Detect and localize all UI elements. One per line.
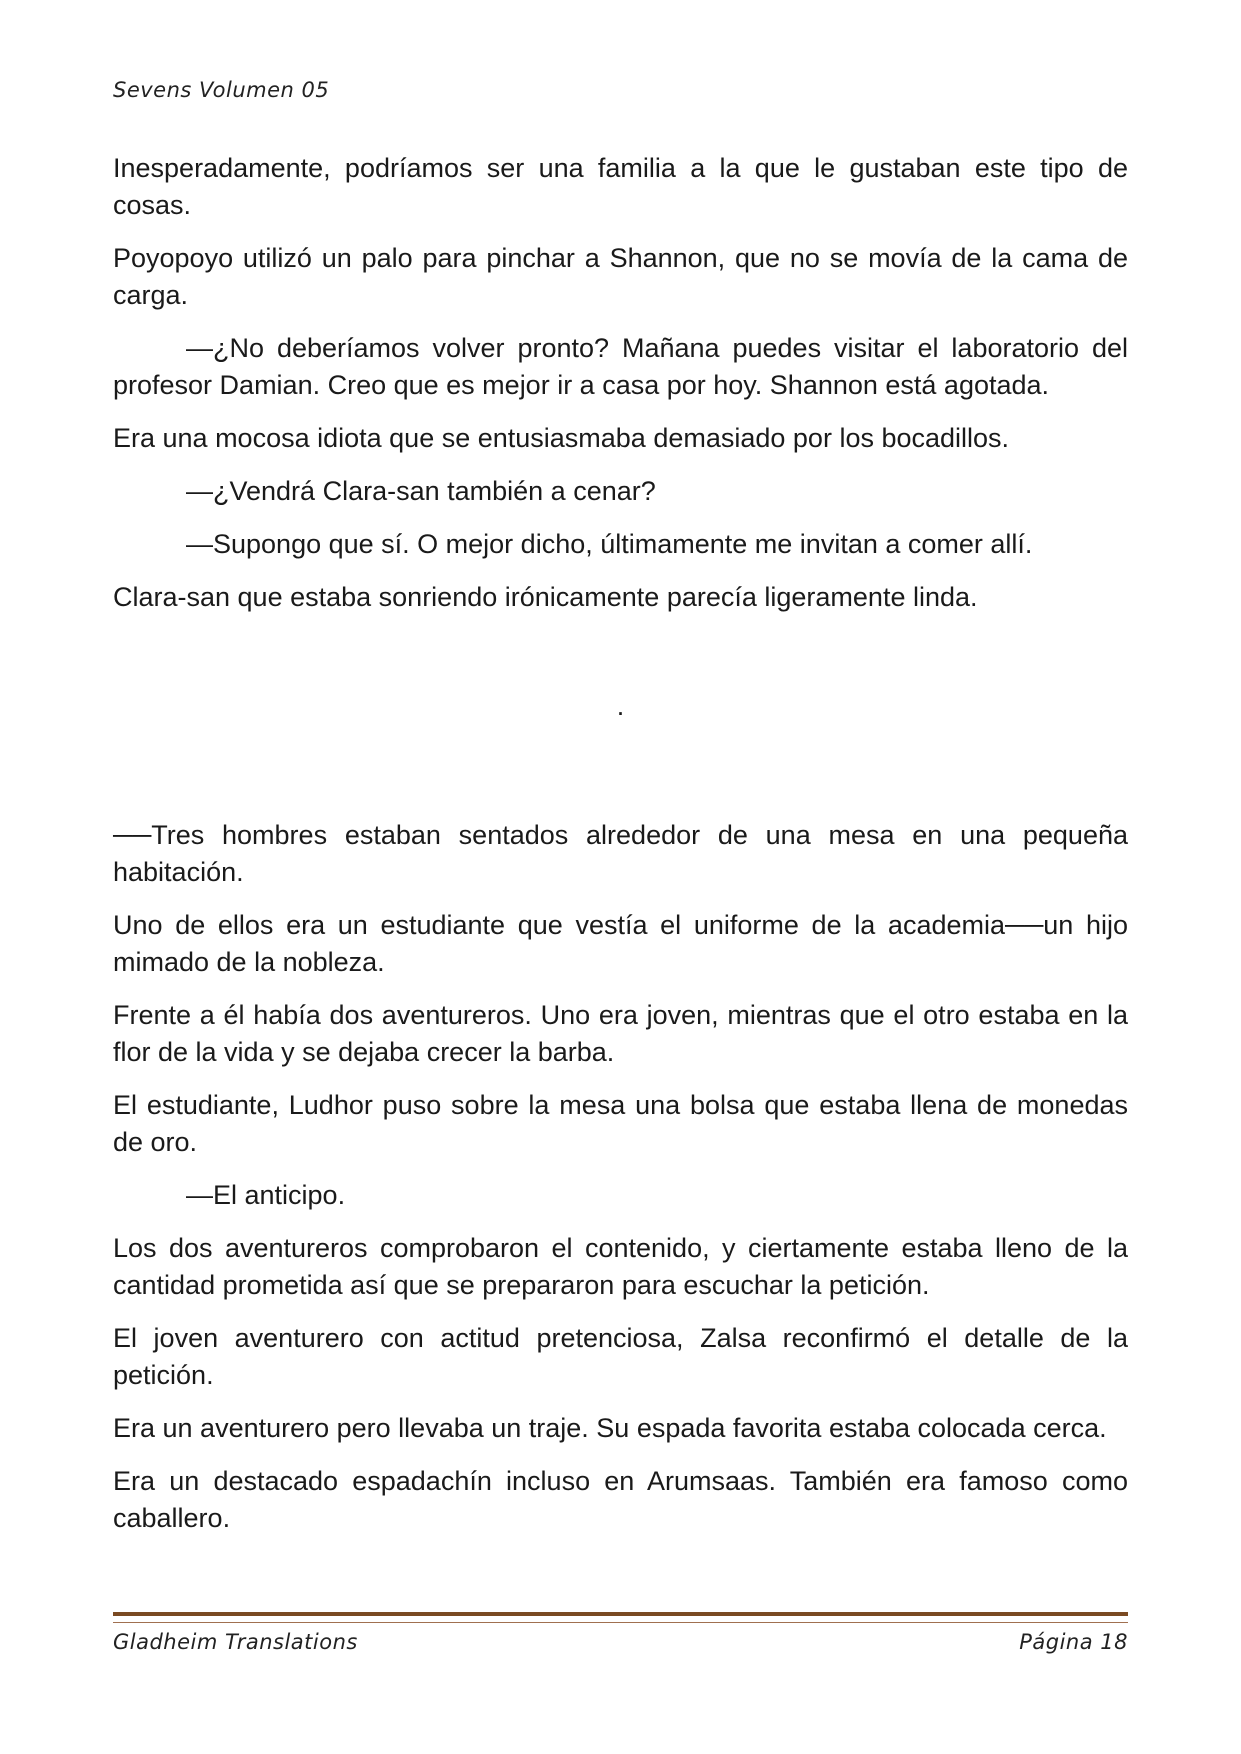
- body-section-2: [113, 817, 1128, 1537]
- dialogue-paragraph: —El anticipo.: [186, 1180, 346, 1210]
- narration-paragraph: Era una mocosa idiota que se entusiasmaba demasiado por los bocadillos.: [113, 423, 1010, 453]
- footer-credit: Gladheim Translations: [113, 1630, 358, 1654]
- footer-divider: [113, 1612, 1128, 1623]
- running-header: Sevens Volumen 05: [113, 78, 330, 102]
- scene-break: .: [616, 691, 625, 721]
- narration-paragraph: Era un destacado espadachín incluso en Arumsaas. También era famoso como caballero.: [113, 1466, 1128, 1533]
- dialogue-paragraph: —Supongo que sí. O mejor dicho, últimamente me invitan a comer allí.: [186, 529, 1033, 559]
- narration-paragraph: Frente a él había dos aventureros. Uno era joven, mientras que el otro estaba en la flor de la vida y se dejaba crecer la barba.: [113, 1000, 1128, 1067]
- page-number: Página 18: [1019, 1630, 1128, 1654]
- dialogue-paragraph: —¿No deberíamos volver pronto? Mañana puedes visitar el laboratorio del profesor Damian. Creo que es mejor ir a casa por hoy. Shannon está agotada.: [113, 333, 1128, 400]
- narration-paragraph: ──Tres hombres estaban sentados alrededor de una mesa en una pequeña habitación.: [113, 820, 1128, 887]
- narration-paragraph: Inesperadamente, podríamos ser una familia a la que le gustaban este tipo de cosas.: [113, 153, 1128, 220]
- narration-paragraph: Clara-san que estaba sonriendo irónicamente parecía ligeramente linda.: [113, 582, 978, 612]
- narration-paragraph: Uno de ellos era un estudiante que vestía el uniforme de la academia──un hijo mimado de la nobleza.: [113, 910, 1128, 977]
- page-body: [113, 150, 1128, 1553]
- narration-paragraph: Los dos aventureros comprobaron el contenido, y ciertamente estaba lleno de la cantidad prometida así que se prepararon para escuchar la petición.: [113, 1233, 1128, 1300]
- narration-paragraph: Poyopoyo utilizó un palo para pinchar a Shannon, que no se movía de la cama de carga.: [113, 243, 1128, 310]
- narration-paragraph: Era un aventurero pero llevaba un traje. Su espada favorita estaba colocada cerca.: [113, 1413, 1107, 1443]
- narration-paragraph: El joven aventurero con actitud pretenciosa, Zalsa reconfirmó el detalle de la petición.: [113, 1323, 1128, 1390]
- dialogue-paragraph: —¿Vendrá Clara-san también a cenar?: [186, 476, 656, 506]
- body-section-1: [113, 150, 1128, 616]
- narration-paragraph: El estudiante, Ludhor puso sobre la mesa una bolsa que estaba llena de monedas de oro.: [113, 1090, 1128, 1157]
